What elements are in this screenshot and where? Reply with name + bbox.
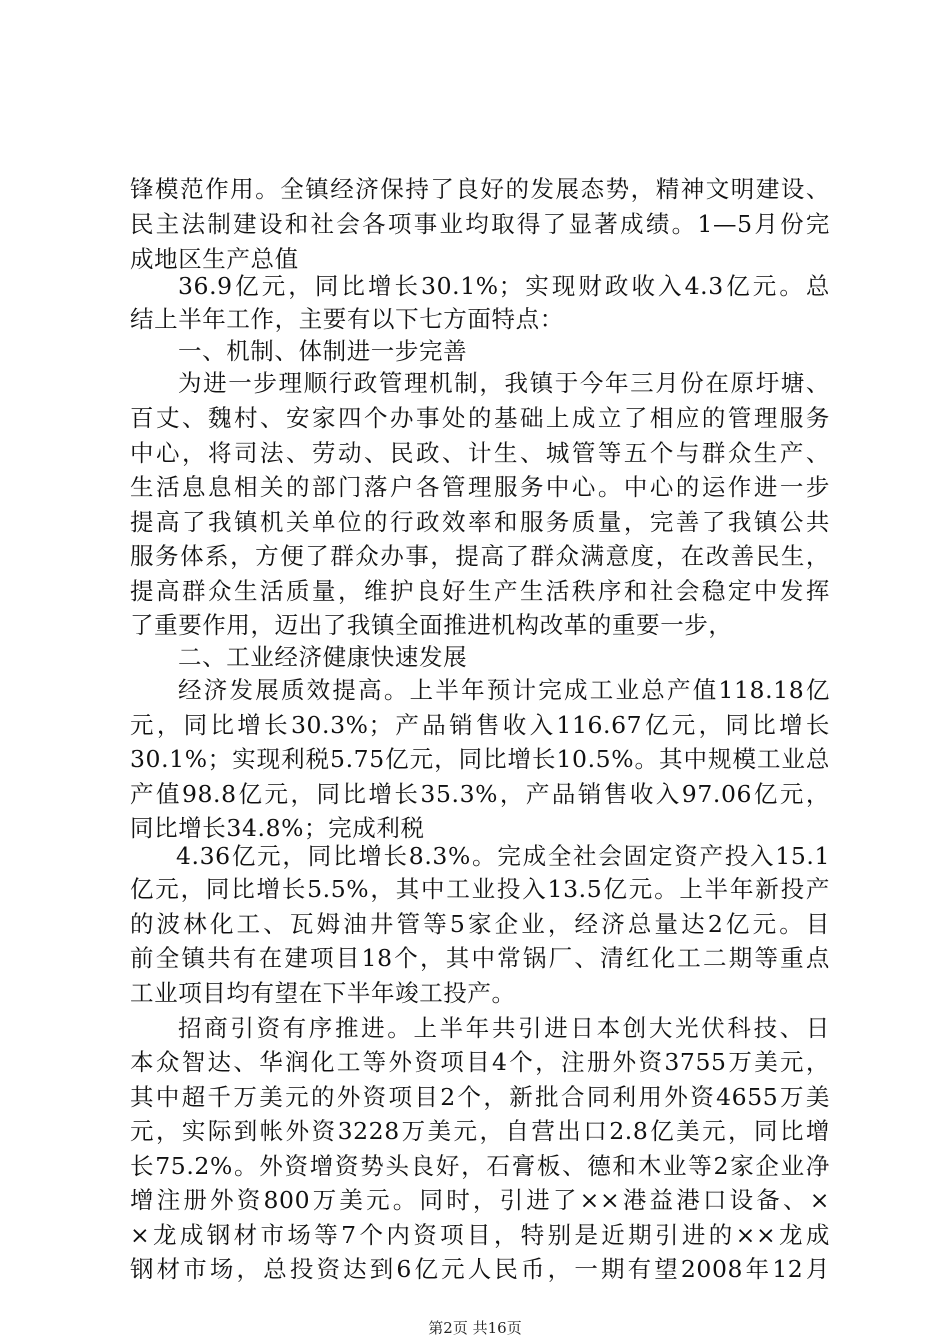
text-line: 工业项目均有望在下半年竣工投产。 [130, 979, 516, 1007]
text-line: 了重要作用，迈出了我镇全面推进机构改革的重要一步， [130, 611, 733, 639]
text-line: 提高了我镇机关单位的行政效率和服务质量，完善了我镇公共 [130, 508, 830, 536]
text-line: ×龙成钢材市场等7个内资项目，特别是近期引进的××龙成 [130, 1221, 830, 1249]
text-line: 其中超千万美元的外资项目2个，新批合同利用外资4655万美 [130, 1083, 830, 1111]
section-heading: 二、工业经济健康快速发展 [178, 643, 468, 671]
text-line: 长75.2%。外资增资势头良好，石膏板、德和木业等2家企业净 [130, 1152, 830, 1180]
text-line: 产值98.8亿元，同比增长35.3%，产品销售收入97.06亿元， [130, 780, 830, 808]
text-line: 结上半年工作，主要有以下七方面特点： [130, 305, 564, 333]
text-line: 前全镇共有在建项目18个，其中常锅厂、清红化工二期等重点 [130, 944, 830, 972]
text-line: 增注册外资800万美元。同时，引进了××港益港口设备、× [130, 1186, 830, 1214]
text-line: 30.1%；实现利税5.75亿元，同比增长10.5%。其中规模工业总 [130, 745, 830, 773]
text-line: 的波林化工、瓦姆油井管等5家企业，经济总量达2亿元。目 [130, 910, 830, 938]
text-line: 百丈、魏村、安家四个办事处的基础上成立了相应的管理服务 [130, 404, 830, 432]
text-line: 亿元，同比增长5.5%，其中工业投入13.5亿元。上半年新投产 [130, 875, 830, 903]
text-line: 成地区生产总值 [130, 245, 299, 273]
text-line: 锋模范作用。全镇经济保持了良好的发展态势，精神文明建设、 [130, 175, 830, 203]
text-line: 4.36亿元，同比增长8.3%。完成全社会固定资产投入15.1 [176, 842, 830, 870]
text-line: 元，同比增长30.3%；产品销售收入116.67亿元，同比增长 [130, 711, 830, 739]
text-line: 同比增长34.8%；完成利税 [130, 814, 425, 842]
text-line: 招商引资有序推进。上半年共引进日本创大光伏科技、日 [178, 1014, 830, 1042]
text-line: 中心，将司法、劳动、民政、计生、城管等五个与群众生产、 [130, 439, 830, 467]
text-line: 钢材市场，总投资达到6亿元人民币，一期有望2008年12月 [130, 1255, 830, 1283]
section-heading: 一、机制、体制进一步完善 [178, 337, 468, 365]
text-line: 生活息息相关的部门落户各管理服务中心。中心的运作进一步 [130, 473, 830, 501]
text-line: 元，实际到帐外资3228万美元，自营出口2.8亿美元，同比增 [130, 1117, 830, 1145]
page-footer: 第2页 共16页 [428, 1319, 522, 1337]
text-line: 经济发展质效提高。上半年预计完成工业总产值118.18亿 [178, 676, 830, 704]
text-line: 服务体系，方便了群众办事，提高了群众满意度，在改善民生， [130, 542, 830, 570]
text-line: 民主法制建设和社会各项事业均取得了显著成绩。1—5月份完 [130, 210, 830, 238]
text-line: 本众智达、华润化工等外资项目4个，注册外资3755万美元， [130, 1048, 830, 1076]
text-line: 提高群众生活质量，维护良好生产生活秩序和社会稳定中发挥 [130, 577, 830, 605]
text-line: 为进一步理顺行政管理机制，我镇于今年三月份在原圩塘、 [178, 369, 830, 397]
text-line: 36.9亿元，同比增长30.1%；实现财政收入4.3亿元。总 [178, 272, 830, 300]
